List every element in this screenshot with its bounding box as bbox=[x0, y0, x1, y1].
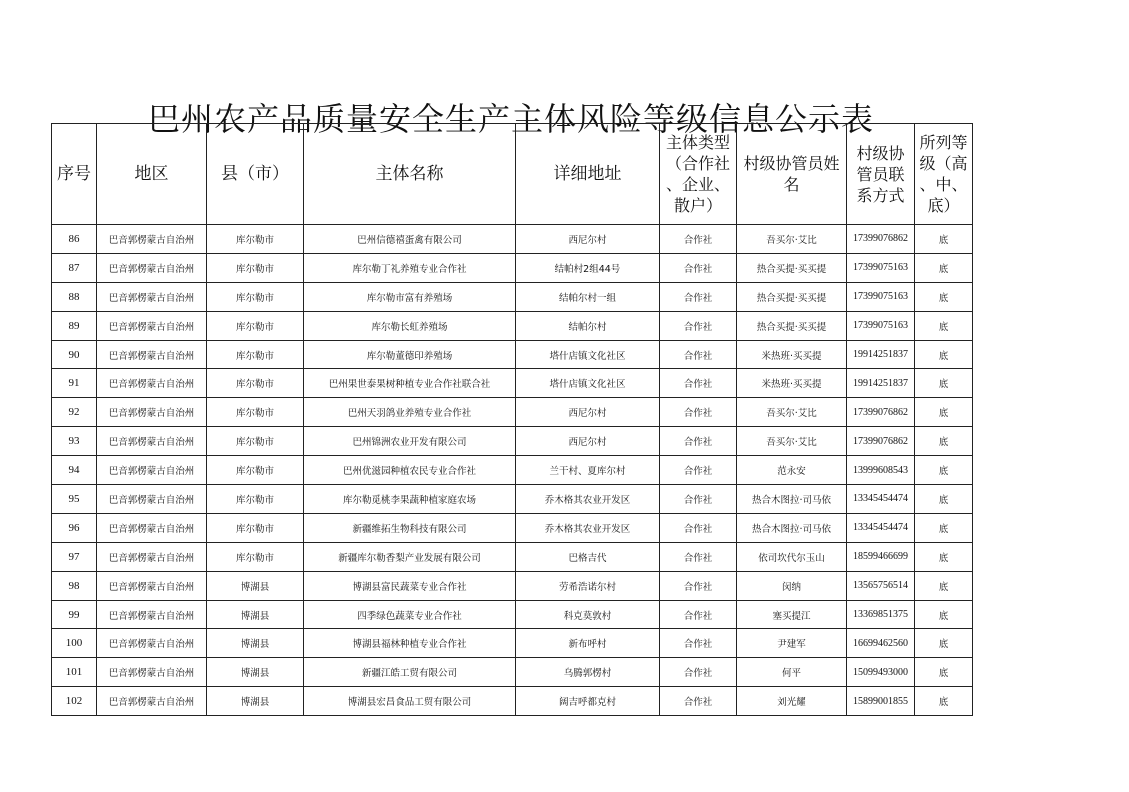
cell-region: 巴音郭楞蒙古自治州 bbox=[97, 629, 207, 658]
cell-level: 底 bbox=[915, 456, 973, 485]
cell-region: 巴音郭楞蒙古自治州 bbox=[97, 571, 207, 600]
cell-region: 巴音郭楞蒙古自治州 bbox=[97, 456, 207, 485]
cell-name: 库尔勒长虹养殖场 bbox=[304, 311, 516, 340]
cell-seq: 98 bbox=[52, 571, 97, 600]
cell-contact: 17399075163 bbox=[847, 311, 915, 340]
cell-address: 西尼尔村 bbox=[516, 225, 660, 254]
cell-level: 底 bbox=[915, 571, 973, 600]
header-contact-line: 管员联 bbox=[856, 164, 905, 184]
page-title: 巴州农产品质量安全生产主体风险等级信息公示表 bbox=[147, 100, 874, 139]
cell-name: 巴州天羽鸽业养殖专业合作社 bbox=[304, 398, 516, 427]
cell-contact: 13565756514 bbox=[847, 571, 915, 600]
table-row bbox=[52, 687, 973, 716]
cell-type: 合作社 bbox=[660, 225, 737, 254]
cell-address: 西尼尔村 bbox=[516, 427, 660, 456]
cell-county: 博湖县 bbox=[207, 571, 304, 600]
cell-region: 巴音郭楞蒙古自治州 bbox=[97, 542, 207, 571]
cell-county: 库尔勒市 bbox=[207, 311, 304, 340]
table-row bbox=[52, 485, 973, 514]
cell-officer: 吾买尔·艾比 bbox=[737, 225, 847, 254]
cell-region: 巴音郭楞蒙古自治州 bbox=[97, 427, 207, 456]
header-type-line: 散户） bbox=[673, 196, 722, 215]
cell-address: 乔木格其农业开发区 bbox=[516, 513, 660, 542]
cell-officer: 热合木图拉·司马依 bbox=[737, 513, 847, 542]
cell-contact: 19914251837 bbox=[847, 369, 915, 398]
cell-contact: 13369851375 bbox=[847, 600, 915, 629]
cell-level: 底 bbox=[915, 282, 973, 311]
cell-seq: 93 bbox=[52, 427, 97, 456]
header-level bbox=[915, 124, 973, 225]
table-body bbox=[52, 225, 973, 716]
header-officer-line: 名 bbox=[783, 175, 800, 194]
cell-officer: 热合买提·买买提 bbox=[737, 253, 847, 282]
cell-county: 库尔勒市 bbox=[207, 253, 304, 282]
table-row bbox=[52, 600, 973, 629]
cell-seq: 88 bbox=[52, 282, 97, 311]
cell-type: 合作社 bbox=[660, 600, 737, 629]
header-region: 地区 bbox=[97, 124, 207, 225]
cell-seq: 87 bbox=[52, 253, 97, 282]
table-row bbox=[52, 282, 973, 311]
cell-name: 巴州锦洲农业开发有限公司 bbox=[304, 427, 516, 456]
cell-type: 合作社 bbox=[660, 369, 737, 398]
table-row bbox=[52, 658, 973, 687]
cell-county: 库尔勒市 bbox=[207, 225, 304, 254]
cell-officer: 依司坎代尔玉山 bbox=[737, 542, 847, 571]
cell-county: 库尔勒市 bbox=[207, 340, 304, 369]
cell-level: 底 bbox=[915, 687, 973, 716]
cell-type: 合作社 bbox=[660, 311, 737, 340]
header-level-line: 所列等 bbox=[919, 133, 968, 152]
table-row bbox=[52, 542, 973, 571]
cell-level: 底 bbox=[915, 513, 973, 542]
cell-level: 底 bbox=[915, 542, 973, 571]
cell-name: 库尔勒丁礼养殖专业合作社 bbox=[304, 253, 516, 282]
cell-officer: 热合买提·买买提 bbox=[737, 311, 847, 340]
cell-county: 博湖县 bbox=[207, 629, 304, 658]
cell-seq: 95 bbox=[52, 485, 97, 514]
cell-type: 合作社 bbox=[660, 513, 737, 542]
header-contact bbox=[847, 124, 915, 225]
cell-seq: 101 bbox=[52, 658, 97, 687]
cell-county: 博湖县 bbox=[207, 600, 304, 629]
cell-seq: 91 bbox=[52, 369, 97, 398]
cell-officer: 范永安 bbox=[737, 456, 847, 485]
cell-seq: 102 bbox=[52, 687, 97, 716]
cell-county: 库尔勒市 bbox=[207, 513, 304, 542]
cell-region: 巴音郭楞蒙古自治州 bbox=[97, 513, 207, 542]
cell-county: 库尔勒市 bbox=[207, 398, 304, 427]
cell-officer: 刘光耀 bbox=[737, 687, 847, 716]
cell-level: 底 bbox=[915, 225, 973, 254]
header-type-line: 、企业、 bbox=[665, 175, 730, 194]
cell-name: 新疆江皓工贸有限公司 bbox=[304, 658, 516, 687]
cell-type: 合作社 bbox=[660, 253, 737, 282]
cell-address: 塔什店镇文化社区 bbox=[516, 369, 660, 398]
cell-officer: 何平 bbox=[737, 658, 847, 687]
cell-address: 劳希浩诺尔村 bbox=[516, 571, 660, 600]
table-row bbox=[52, 513, 973, 542]
cell-officer: 闵纳 bbox=[737, 571, 847, 600]
cell-type: 合作社 bbox=[660, 658, 737, 687]
cell-contact: 17399075163 bbox=[847, 253, 915, 282]
cell-address: 阔吉呼都克村 bbox=[516, 687, 660, 716]
header-type bbox=[660, 124, 737, 225]
cell-name: 库尔勒市富有养殖场 bbox=[304, 282, 516, 311]
cell-region: 巴音郭楞蒙古自治州 bbox=[97, 253, 207, 282]
cell-officer: 塞买提江 bbox=[737, 600, 847, 629]
cell-region: 巴音郭楞蒙古自治州 bbox=[97, 282, 207, 311]
cell-county: 博湖县 bbox=[207, 687, 304, 716]
cell-level: 底 bbox=[915, 311, 973, 340]
cell-officer: 米热班·买买提 bbox=[737, 340, 847, 369]
cell-county: 博湖县 bbox=[207, 658, 304, 687]
cell-address: 乌腾郭楞村 bbox=[516, 658, 660, 687]
cell-type: 合作社 bbox=[660, 427, 737, 456]
cell-address: 结帕尔村一组 bbox=[516, 282, 660, 311]
cell-seq: 86 bbox=[52, 225, 97, 254]
header-address: 详细地址 bbox=[516, 124, 660, 225]
cell-address: 结帕尔村 bbox=[516, 311, 660, 340]
table-row bbox=[52, 225, 973, 254]
cell-name: 新疆维拓生物科技有限公司 bbox=[304, 513, 516, 542]
table-row bbox=[52, 311, 973, 340]
cell-region: 巴音郭楞蒙古自治州 bbox=[97, 687, 207, 716]
cell-type: 合作社 bbox=[660, 456, 737, 485]
cell-address: 科克莫敦村 bbox=[516, 600, 660, 629]
cell-officer: 吾买尔·艾比 bbox=[737, 427, 847, 456]
cell-seq: 96 bbox=[52, 513, 97, 542]
table-row bbox=[52, 629, 973, 658]
cell-contact: 15899001855 bbox=[847, 687, 915, 716]
cell-name: 四季绿色蔬菜专业合作社 bbox=[304, 600, 516, 629]
cell-level: 底 bbox=[915, 658, 973, 687]
cell-region: 巴音郭楞蒙古自治州 bbox=[97, 340, 207, 369]
cell-address: 结帕村2组44号 bbox=[516, 253, 660, 282]
cell-seq: 100 bbox=[52, 629, 97, 658]
cell-seq: 94 bbox=[52, 456, 97, 485]
cell-address: 西尼尔村 bbox=[516, 398, 660, 427]
cell-address: 巴格吉代 bbox=[516, 542, 660, 571]
cell-county: 库尔勒市 bbox=[207, 542, 304, 571]
cell-county: 库尔勒市 bbox=[207, 427, 304, 456]
cell-contact: 17399075163 bbox=[847, 282, 915, 311]
cell-seq: 99 bbox=[52, 600, 97, 629]
cell-region: 巴音郭楞蒙古自治州 bbox=[97, 658, 207, 687]
risk-level-table bbox=[51, 123, 973, 716]
cell-name: 巴州果世泰果树种植专业合作社联合社 bbox=[304, 369, 516, 398]
header-officer bbox=[737, 124, 847, 225]
cell-contact: 17399076862 bbox=[847, 398, 915, 427]
cell-seq: 92 bbox=[52, 398, 97, 427]
table-row bbox=[52, 369, 973, 398]
cell-seq: 90 bbox=[52, 340, 97, 369]
cell-officer: 热合木图拉·司马依 bbox=[737, 485, 847, 514]
header-county: 县（市） bbox=[207, 124, 304, 225]
header-level-line: 底） bbox=[927, 196, 960, 215]
table-row bbox=[52, 456, 973, 485]
cell-contact: 17399076862 bbox=[847, 225, 915, 254]
cell-contact: 17399076862 bbox=[847, 427, 915, 456]
table-row bbox=[52, 427, 973, 456]
cell-type: 合作社 bbox=[660, 542, 737, 571]
header-type-line: （合作社 bbox=[665, 154, 730, 173]
cell-name: 巴州优滋园种植农民专业合作社 bbox=[304, 456, 516, 485]
table-row bbox=[52, 398, 973, 427]
cell-level: 底 bbox=[915, 629, 973, 658]
cell-level: 底 bbox=[915, 600, 973, 629]
cell-region: 巴音郭楞蒙古自治州 bbox=[97, 225, 207, 254]
cell-name: 新疆库尔勒香梨产业发展有限公司 bbox=[304, 542, 516, 571]
cell-county: 库尔勒市 bbox=[207, 485, 304, 514]
cell-region: 巴音郭楞蒙古自治州 bbox=[97, 369, 207, 398]
cell-region: 巴音郭楞蒙古自治州 bbox=[97, 485, 207, 514]
cell-contact: 13345454474 bbox=[847, 485, 915, 514]
header-seq: 序号 bbox=[52, 124, 97, 225]
cell-seq: 97 bbox=[52, 542, 97, 571]
header-contact-line: 村级协 bbox=[856, 143, 905, 163]
cell-name: 博湖县福林种植专业合作社 bbox=[304, 629, 516, 658]
cell-region: 巴音郭楞蒙古自治州 bbox=[97, 398, 207, 427]
cell-contact: 18599466699 bbox=[847, 542, 915, 571]
header-contact-line: 系方式 bbox=[856, 185, 905, 205]
cell-contact: 15099493000 bbox=[847, 658, 915, 687]
cell-type: 合作社 bbox=[660, 485, 737, 514]
cell-officer: 米热班·买买提 bbox=[737, 369, 847, 398]
cell-officer: 尹建军 bbox=[737, 629, 847, 658]
cell-level: 底 bbox=[915, 398, 973, 427]
cell-name: 库尔勒董德印养殖场 bbox=[304, 340, 516, 369]
cell-officer: 热合买提·买买提 bbox=[737, 282, 847, 311]
header-officer-line: 村级协管员姓 bbox=[743, 154, 840, 173]
cell-region: 巴音郭楞蒙古自治州 bbox=[97, 311, 207, 340]
table-row bbox=[52, 340, 973, 369]
header-row bbox=[52, 124, 973, 225]
cell-level: 底 bbox=[915, 340, 973, 369]
cell-name: 博湖县宏昌食品工贸有限公司 bbox=[304, 687, 516, 716]
cell-level: 底 bbox=[915, 427, 973, 456]
header-level-line: 、中、 bbox=[919, 175, 968, 194]
cell-type: 合作社 bbox=[660, 340, 737, 369]
cell-seq: 89 bbox=[52, 311, 97, 340]
cell-name: 博湖县富民蔬菜专业合作社 bbox=[304, 571, 516, 600]
cell-county: 库尔勒市 bbox=[207, 369, 304, 398]
cell-type: 合作社 bbox=[660, 687, 737, 716]
header-level-line: 级（高 bbox=[919, 154, 968, 173]
cell-level: 底 bbox=[915, 253, 973, 282]
cell-address: 乔木格其农业开发区 bbox=[516, 485, 660, 514]
cell-address: 塔什店镇文化社区 bbox=[516, 340, 660, 369]
table-row bbox=[52, 253, 973, 282]
header-name: 主体名称 bbox=[304, 124, 516, 225]
cell-type: 合作社 bbox=[660, 282, 737, 311]
cell-address: 兰干村、夏库尔村 bbox=[516, 456, 660, 485]
table-row bbox=[52, 571, 973, 600]
cell-type: 合作社 bbox=[660, 398, 737, 427]
cell-address: 新布呼村 bbox=[516, 629, 660, 658]
cell-level: 底 bbox=[915, 369, 973, 398]
cell-contact: 16699462560 bbox=[847, 629, 915, 658]
cell-type: 合作社 bbox=[660, 571, 737, 600]
cell-name: 巴州信德禧蛋禽有限公司 bbox=[304, 225, 516, 254]
cell-type: 合作社 bbox=[660, 629, 737, 658]
cell-contact: 19914251837 bbox=[847, 340, 915, 369]
cell-name: 库尔勒觅桃李果蔬种植家庭农场 bbox=[304, 485, 516, 514]
cell-county: 库尔勒市 bbox=[207, 456, 304, 485]
cell-contact: 13999608543 bbox=[847, 456, 915, 485]
cell-officer: 吾买尔·艾比 bbox=[737, 398, 847, 427]
cell-county: 库尔勒市 bbox=[207, 282, 304, 311]
cell-region: 巴音郭楞蒙古自治州 bbox=[97, 600, 207, 629]
cell-contact: 13345454474 bbox=[847, 513, 915, 542]
cell-level: 底 bbox=[915, 485, 973, 514]
header-type-line: 主体类型 bbox=[665, 133, 730, 152]
